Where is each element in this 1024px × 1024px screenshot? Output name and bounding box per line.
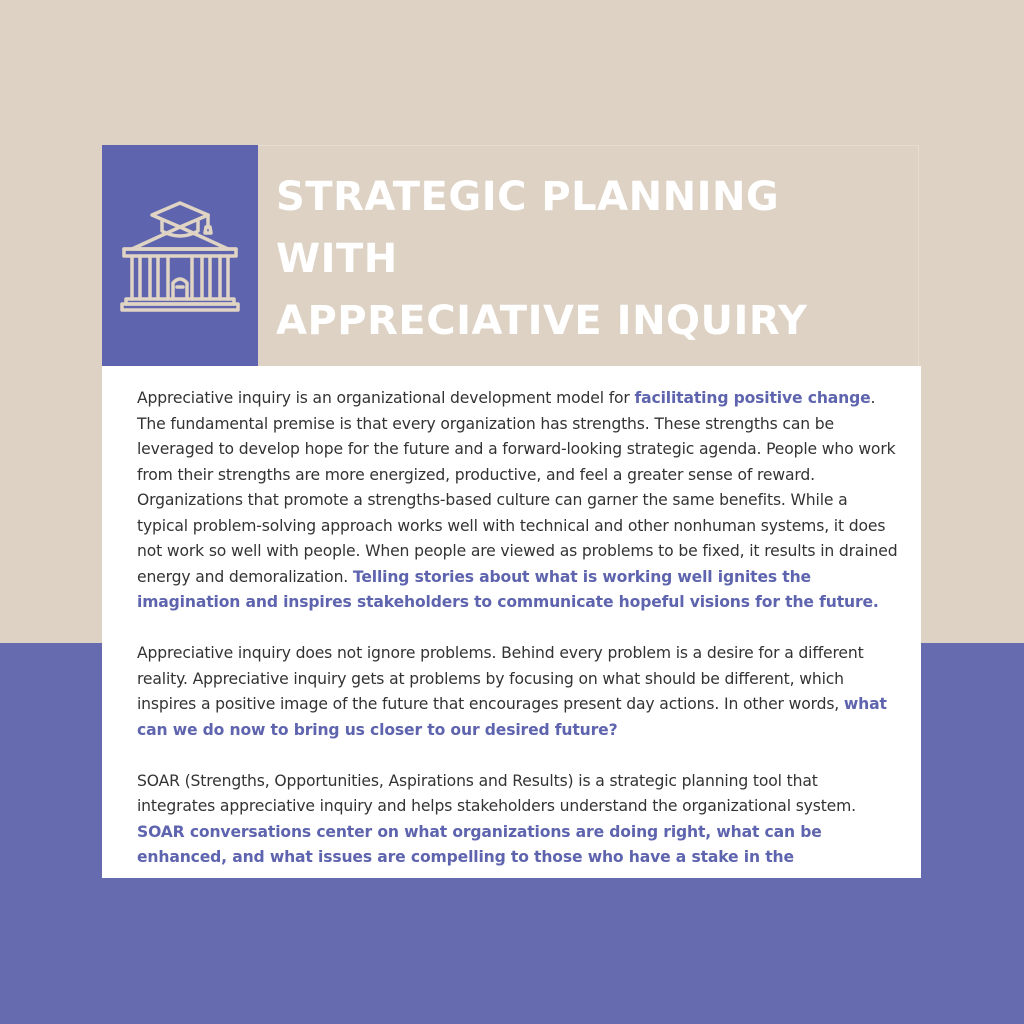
highlight-desired-future-question: what can we do now to bring us closer to our desired future? (137, 695, 887, 739)
title-line-2: WITH (276, 236, 398, 282)
highlight-telling-stories: Telling stories about what is working well ignites the imagination and inspires stakeholders to communicate hopeful visions for the future. (137, 567, 879, 611)
icon-block (102, 145, 258, 366)
title-line-1: STRATEGIC PLANNING (276, 174, 780, 220)
paragraph-1 (137, 386, 899, 616)
paragraph-3 (137, 769, 899, 871)
title-line-3: APPRECIATIVE INQUIRY (276, 298, 808, 344)
university-graduation-cap-icon (120, 199, 240, 313)
highlight-facilitating-positive-change: facilitating positive change (634, 389, 871, 407)
highlight-soar-conversations: SOAR conversations center on what organizations are doing right, what can be enhanced, and what issues are compelling to those who have a stake in the (137, 822, 822, 866)
paragraph-2 (137, 641, 899, 743)
content-card (102, 366, 921, 878)
text-segment: SOAR (Strengths, Opportunities, Aspirations and Results) is a strategic planning tool that integrates appreciative inquiry and helps stakeholders understand the organizational system. (137, 771, 856, 815)
text-segment: . The fundamental premise is that every organization has strengths. These strengths can be leveraged to develop hope for the future and a forward-looking strategic agenda. People who work from their strengths are more energized, productive, and feel a greater sense of reward. Organizations that promote a strengths-based culture can garner the same benefits. While a typical problem-solving approach works well with technical and other nonhuman systems, it does not work so well with people. When people are viewed as problems to be fixed, it results in drained energy and demoralization. (137, 389, 898, 586)
page-title (276, 166, 807, 352)
text-segment: Appreciative inquiry does not ignore problems. Behind every problem is a desire for a different reality. Appreciative inquiry gets at problems by focusing on what should be different, which inspires a positive image of the future that encourages present day actions. In other words, (137, 644, 864, 713)
text-segment: Appreciative inquiry is an organizational development model for (137, 389, 635, 407)
